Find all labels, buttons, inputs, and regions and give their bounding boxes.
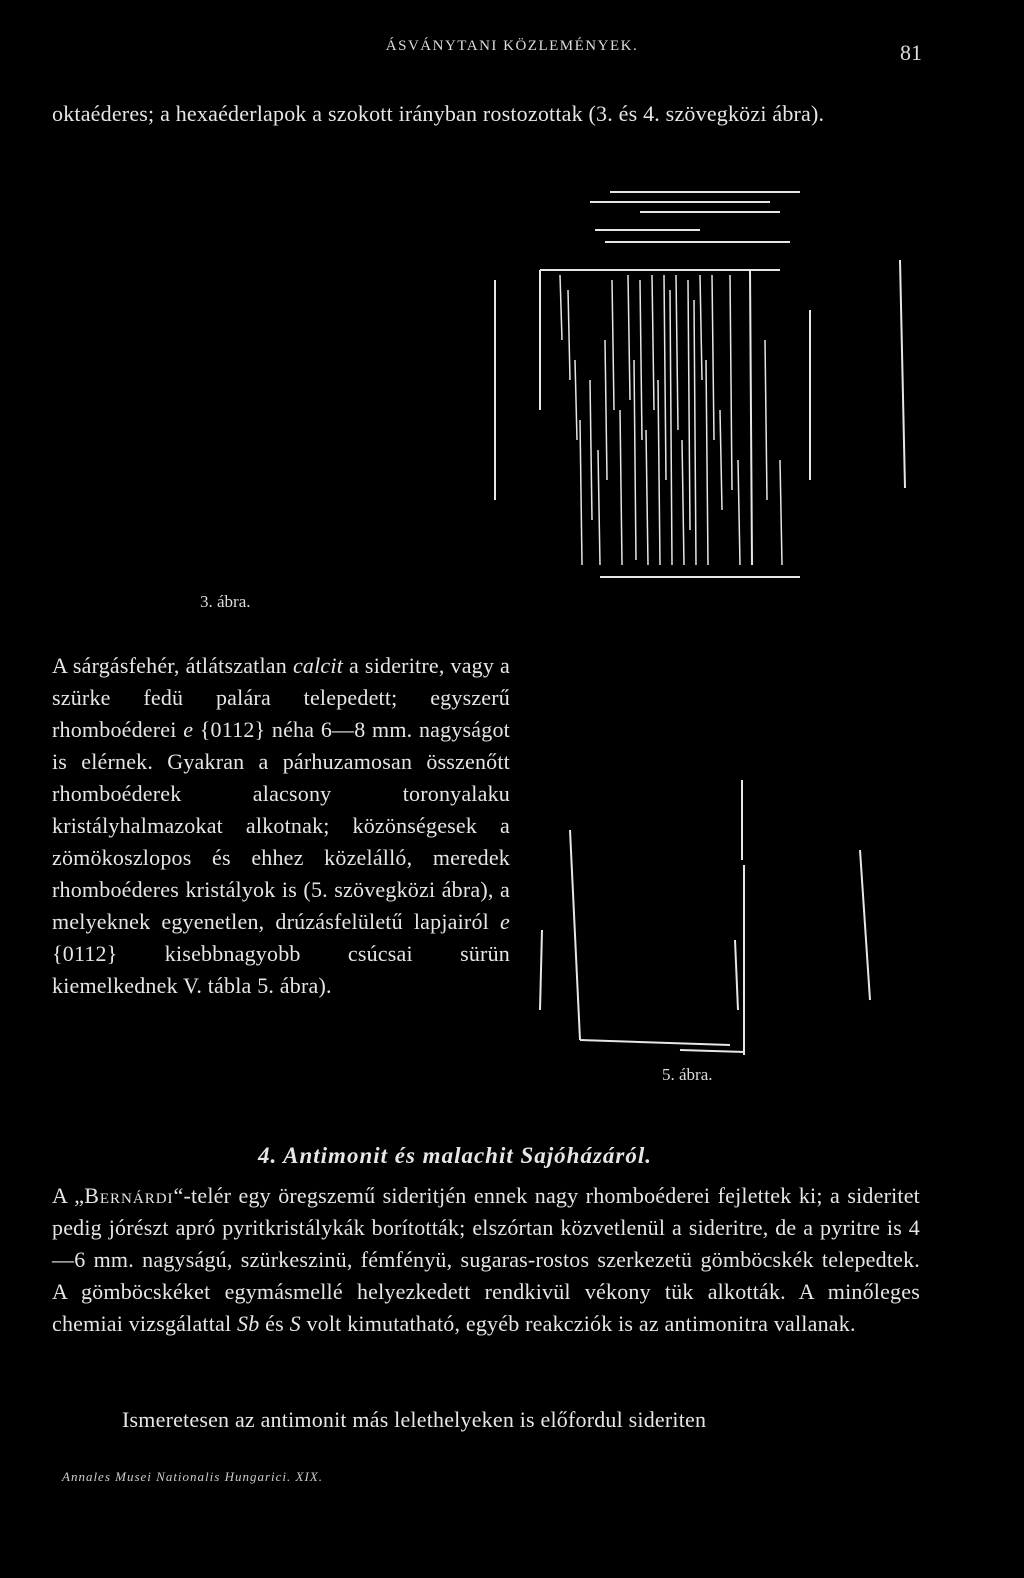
- figure-5-drawing: [530, 780, 890, 1070]
- section-heading: 4. Antimonit és malachit Sajóházáról.: [258, 1143, 653, 1168]
- p2-text-2: a sideritre, vagy a szürke fedü palára telepedett; egyszerű rhomboéderei: [52, 653, 510, 742]
- running-head: ÁSVÁNYTANI KÖZLEMÉNYEK.: [385, 38, 639, 54]
- p2-e: e: [183, 717, 194, 742]
- p3-s: S: [289, 1311, 301, 1336]
- p2-text-1: A sárgásfehér, átlátszatlan: [52, 653, 293, 678]
- p3-sb: Sb: [237, 1311, 260, 1336]
- p3-text-2: “-telér egy öregszemű sideritjén ennek nagy rhomboéderei fejlettek ki; a sideritet pedig jórészt apró pyritkristálykák borították; elszórtan közvetlenül a sideritre, de a pyritre is 4—6 mm. nagyságú, szürkeszinü, fémfényü, sugaras-rostos szerkezetü gömböcskék telepedtek. A gömböcskéket egymásmellé helyezkedett rendkivül vékony tük alkották. A minőleges chemiai vizsgálattal: [52, 1183, 920, 1336]
- p3-name: Bernárdi: [84, 1183, 174, 1208]
- p2-calcit: calcit: [292, 653, 344, 678]
- p2-e2: e: [500, 909, 510, 934]
- p3-text-1: A „: [52, 1183, 85, 1208]
- p2-text-4: {0112} kisebbnagyobb csúcsai sürün kiemelkednek V. tábla 5. ábra).: [52, 941, 510, 998]
- page-number: 81: [900, 40, 922, 65]
- paragraph-1: oktaéderes; a hexaéderlapok a szokott irányban rostozottak (3. és 4. szövegközi ábra).: [52, 101, 825, 126]
- figure-5-caption: 5. ábra.: [662, 1065, 713, 1084]
- figure-3-caption: 3. ábra.: [200, 592, 251, 611]
- footer-journal: Annales Musei Nationalis Hungarici. XIX.: [62, 1469, 323, 1484]
- figure-3-drawing: [480, 180, 920, 590]
- p3-text-3: és: [259, 1311, 290, 1336]
- paragraph-4: Ismeretesen az antimonit más lelethelyeken is előfordul sideriten: [122, 1407, 707, 1432]
- p2-text-3: {0112} néha 6—8 mm. nagyságot is elérnek. Gyakran a párhuzamosan összenőtt rhomboéderek alacsony toronyalaku kristályhalmazokat alkotnak; közönségesek a zömökoszlopos és ehhez közelálló, meredek rhomboéderes kristályok is (5. szövegközi ábra), a melyeknek egyenetlen, drúzásfelületű lapjairól: [52, 717, 510, 934]
- p3-text-4: volt kimutatható, egyéb reakcziók is az antimonitra vallanak.: [300, 1311, 856, 1336]
- paragraph-2: [52, 650, 510, 1002]
- paragraph-3: [52, 1180, 920, 1340]
